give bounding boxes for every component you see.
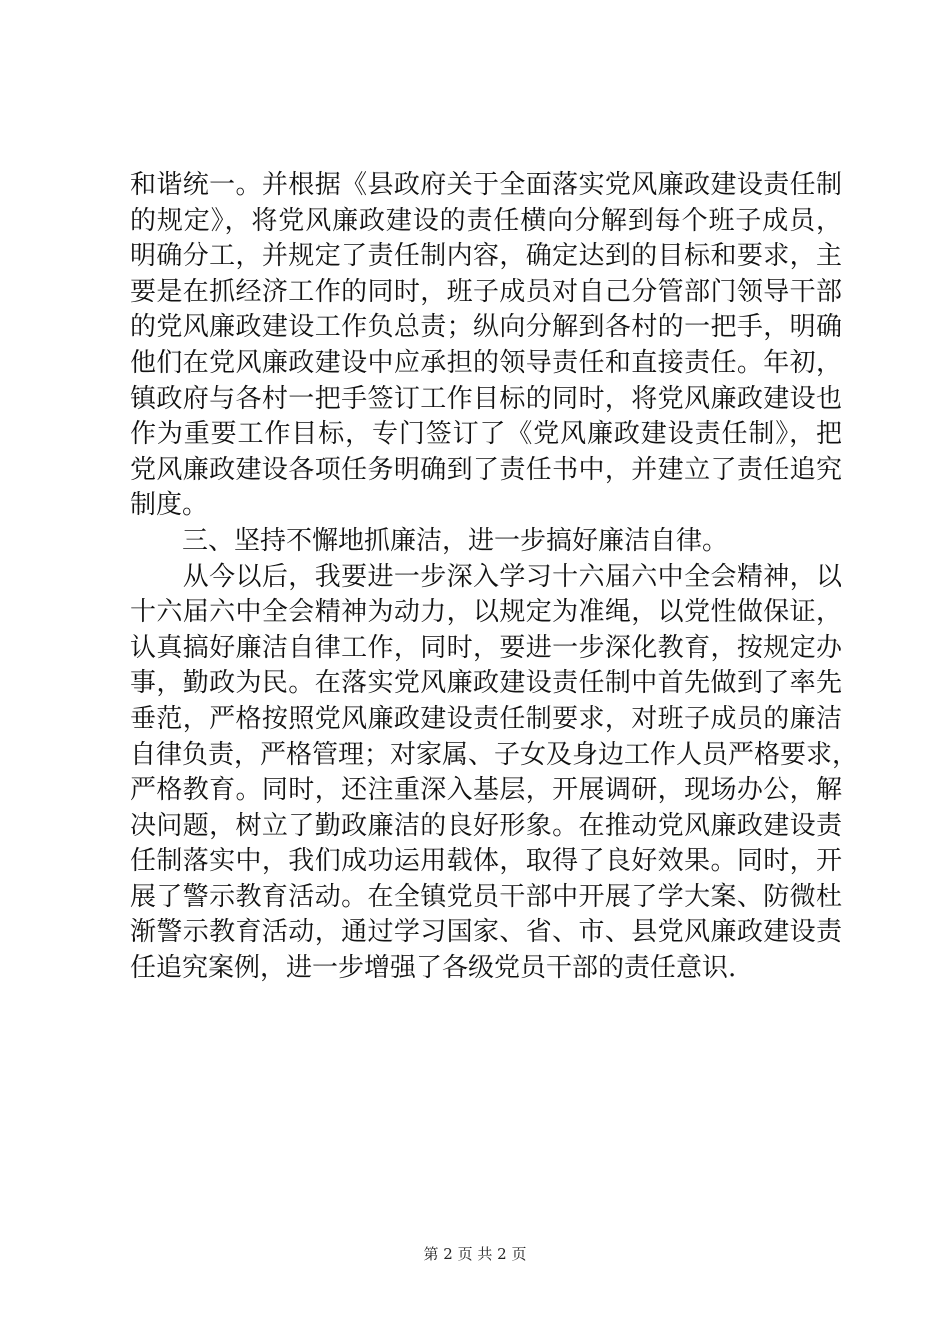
text-line: 展了警示教育活动。在全镇党员干部中开展了学大案、防微杜 <box>130 881 842 912</box>
text-line: 三、坚持不懈地抓廉洁，进一步搞好廉洁自律。 <box>130 525 729 556</box>
text-line: 和谐统一。并根据《县政府关于全面落实党风廉政建设责任制 <box>130 170 842 200</box>
text-line: 事，勤政为民。在落实党风廉政建设责任制中首先做到了率先 <box>130 668 842 699</box>
text-line: 严格教育。同时，还注重深入基层，开展调研，现场办公，解 <box>130 775 842 806</box>
text-line: 作为重要工作目标，专门签订了《党风廉政建设责任制》，把 <box>130 419 842 450</box>
text-line: 认真搞好廉洁自律工作，同时，要进一步深化教育，按规定办 <box>130 632 842 663</box>
text-line: 渐警示教育活动，通过学习国家、省、市、县党风廉政建设责 <box>130 917 842 948</box>
text-line: 的党风廉政建设工作负总责；纵向分解到各村的一把手，明确 <box>130 312 842 343</box>
text-line: 党风廉政建设各项任务明确到了责任书中，并建立了责任追究 <box>130 454 842 485</box>
text-line: 制度。 <box>130 490 209 521</box>
text-line: 镇政府与各村一把手签订工作目标的同时，将党风廉政建设也 <box>130 383 842 414</box>
body-text <box>130 168 859 987</box>
text-line: 从今以后，我要进一步深入学习十六届六中全会精神，以 <box>130 561 842 592</box>
text-line: 明确分工，并规定了责任制内容，确定达到的目标和要求，主 <box>130 241 842 272</box>
text-line: 要是在抓经济工作的同时，班子成员对自己分管部门领导干部 <box>130 276 842 307</box>
text-line: 垂范，严格按照党风廉政建设责任制要求，对班子成员的廉洁 <box>130 703 842 734</box>
text-line: 自律负责，严格管理；对家属、子女及身边工作人员严格要求， <box>130 739 859 770</box>
text-line: 决问题，树立了勤政廉洁的良好形象。在推动党风廉政建设责 <box>130 810 842 841</box>
text-line: 的规定》，将党风廉政建设的责任横向分解到每个班子成员， <box>130 205 842 236</box>
text-line: 十六届六中全会精神为动力，以规定为准绳，以党性做保证， <box>130 597 842 628</box>
text-line: 他们在党风廉政建设中应承担的领导责任和直接责任。年初， <box>130 347 842 378</box>
page-footer: 第 2 页 共 2 页 <box>423 1245 527 1263</box>
text-line: 任制落实中，我们成功运用载体，取得了良好效果。同时，开 <box>130 846 842 877</box>
text-line: 任追究案例，进一步增强了各级党员干部的责任意识. <box>130 953 737 984</box>
